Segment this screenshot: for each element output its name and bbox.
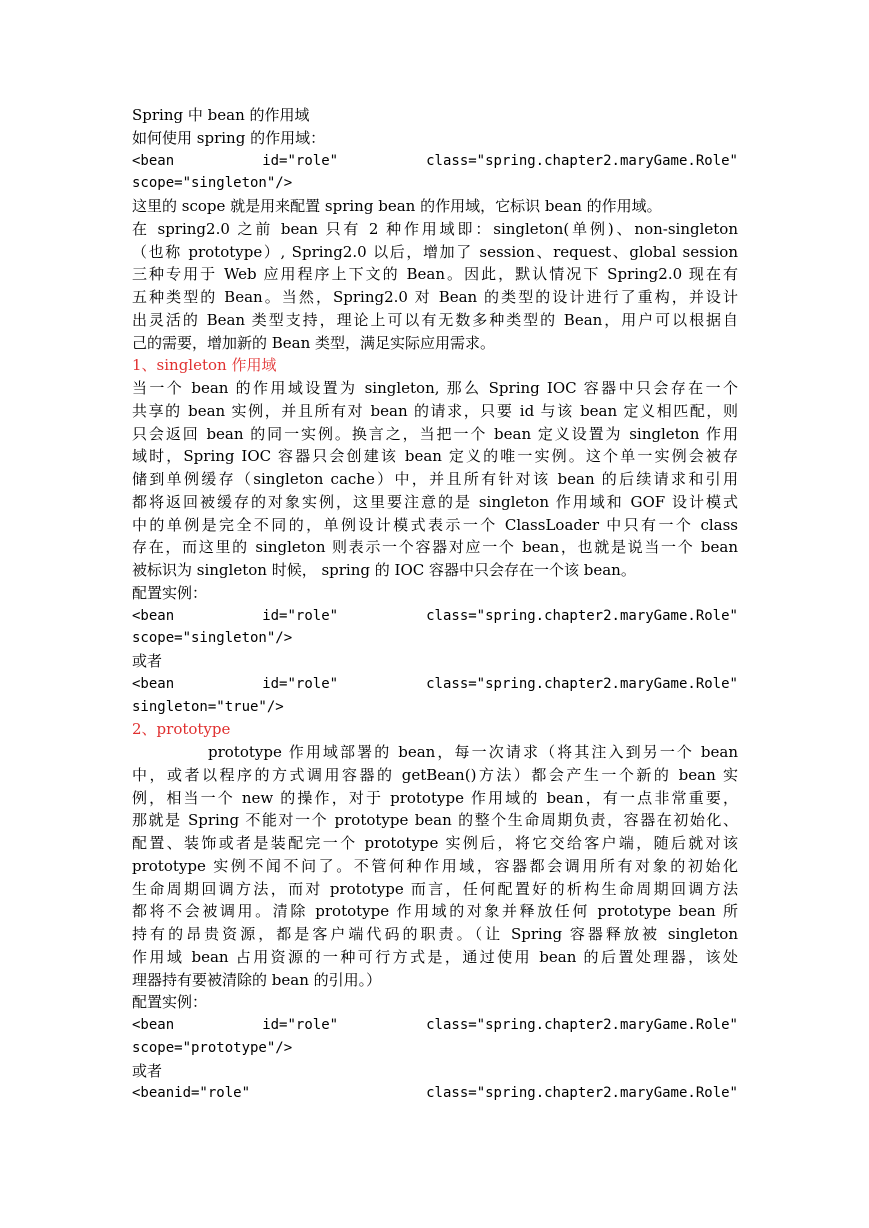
code-example-singleton-b-cont: singleton="true"/> bbox=[132, 698, 284, 715]
intro-line: 这里的 scope 就是用来配置 spring bean 的作用域，它标识 bean 的作用域。 bbox=[132, 197, 662, 215]
code-bean: <bean bbox=[132, 152, 175, 169]
section2-line: 作用域 bean 占用资源的一种可行方式是，通过使用 bean 的后置处理器，该处 bbox=[132, 947, 738, 966]
code-example-prototype-b bbox=[132, 1082, 738, 1105]
code-example-prototype-a bbox=[132, 1014, 738, 1037]
code-bean: <bean bbox=[132, 1017, 175, 1033]
config-label: 配置实例： bbox=[132, 993, 208, 1012]
code-id: id="role" bbox=[262, 607, 339, 624]
config-label: 配置实例： bbox=[132, 583, 208, 602]
code-class: class="spring.chapter2.maryGame.Role" bbox=[426, 1017, 738, 1033]
code-class: class="spring.chapter2.maryGame.Role" bbox=[426, 152, 738, 169]
section1-line: 共享的 bean 实例，并且所有对 bean 的请求，只要 id 与该 bean 定义相匹配，则 bbox=[132, 401, 738, 420]
section2-line: 理器持有要被清除的 bean 的引用。） bbox=[132, 970, 382, 989]
section1-line: 当一个 bean 的作用域设置为 singleton, 那么 Spring IOC 容器中只会存在一个 bbox=[132, 379, 738, 397]
section1-line: 中的单例是完全不同的，单例设计模式表示一个 ClassLoader 中只有一个 class bbox=[132, 515, 738, 534]
code-class: class="spring.chapter2.maryGame.Role" bbox=[426, 607, 738, 624]
intro-line: 三种专用于 Web 应用程序上下文的 Bean。因此，默认情况下 Spring2.0 现在有 bbox=[132, 265, 738, 284]
intro-line: （也称 prototype）, Spring2.0 以后，增加了 session、request、global session bbox=[132, 242, 738, 261]
how-to-use-line: 如何使用 spring 的作用域： bbox=[132, 128, 326, 147]
section1-line: 储到单例缓存（singleton cache）中，并且所有针对该 bean 的后续请求和引用 bbox=[132, 470, 738, 488]
or-label: 或者 bbox=[132, 1061, 163, 1080]
code-example-1 bbox=[132, 150, 738, 173]
code-bean: <beanid="role" bbox=[132, 1085, 251, 1102]
code-id: id="role" bbox=[262, 675, 339, 692]
section2-line: 都将不会被调用。清除 prototype 作用域的对象并释放任何 prototype bean 所 bbox=[132, 902, 738, 921]
section1-line: 存在，而这里的 singleton 则表示一个容器对应一个 bean，也就是说当一个 bean bbox=[132, 538, 738, 557]
section1-line: 都将返回被缓存的对象实例，这里要注意的是 singleton 作用域和 GOF 设计模式 bbox=[132, 492, 738, 511]
or-label: 或者 bbox=[132, 652, 163, 670]
section2-line: 配置、装饰或者是装配完一个 prototype 实例后，将它交给客户端，随后就对该 bbox=[132, 834, 738, 852]
intro-line: 己的需要，增加新的 Bean 类型，满足实际应用需求。 bbox=[132, 333, 496, 352]
code-class: class="spring.chapter2.maryGame.Role" bbox=[426, 675, 738, 692]
section1-line: 被标识为 singleton 时候， spring 的 IOC 容器中只会存在一个该 bean。 bbox=[132, 561, 636, 579]
section1-line: 只会返回 bean 的同一实例。换言之，当把一个 bean 定义设置为 singleton 作用 bbox=[132, 424, 738, 443]
section2-line: prototype 作用域部署的 bean，每一次请求（将其注入到另一个 bean bbox=[208, 743, 738, 761]
intro-line: 五种类型的 Bean。当然，Spring2.0 对 Bean 的类型的设计进行了重构，并设计 bbox=[132, 288, 738, 306]
code-example-singleton-b bbox=[132, 673, 738, 696]
section2-line: prototype 实例不闻不问了。不管何种作用域，容器都会调用所有对象的初始化 bbox=[132, 856, 738, 875]
doc-title: Spring 中 bean 的作用域 bbox=[132, 106, 310, 124]
code-example-1-cont: scope="singleton"/> bbox=[132, 175, 293, 192]
code-example-singleton-a bbox=[132, 605, 738, 628]
intro-line: 出灵活的 Bean 类型支持，理论上可以有无数多种类型的 Bean，用户可以根据自 bbox=[132, 310, 738, 329]
section2-heading: 2、prototype bbox=[132, 720, 231, 739]
code-bean: <bean bbox=[132, 607, 175, 624]
code-id: id="role" bbox=[262, 152, 339, 169]
code-class: class="spring.chapter2.maryGame.Role" bbox=[426, 1085, 738, 1102]
intro-line: 在 spring2.0 之前 bean 只有 2 种作用域即：singleton(单例)、non-singleton bbox=[132, 219, 738, 238]
section1-line: 域时，Spring IOC 容器只会创建该 bean 定义的唯一实例。这个单一实例会被存 bbox=[132, 447, 738, 466]
section2-line: 例，相当一个 new 的操作，对于 prototype 作用域的 bean，有一点非常重要， bbox=[132, 788, 738, 807]
section1-heading: 1、singleton 作用域 bbox=[132, 356, 277, 375]
section2-line: 那就是 Spring 不能对一个 prototype bean 的整个生命周期负责，容器在初始化、 bbox=[132, 811, 738, 830]
code-id: id="role" bbox=[262, 1017, 339, 1033]
section2-line: 生命周期回调方法，而对 prototype 而言，任何配置好的析构生命周期回调方法 bbox=[132, 879, 738, 898]
code-bean: <bean bbox=[132, 675, 175, 692]
code-example-prototype-a-cont: scope="prototype"/> bbox=[132, 1039, 293, 1056]
section2-line: 持有的昂贵资源，都是客户端代码的职责。（让 Spring 容器释放被 singleton bbox=[132, 925, 738, 943]
section2-line: 中，或者以程序的方式调用容器的 getBean()方法）都会产生一个新的 bean 实 bbox=[132, 765, 738, 784]
code-example-singleton-a-cont: scope="singleton"/> bbox=[132, 630, 293, 647]
document-content bbox=[132, 104, 738, 1105]
